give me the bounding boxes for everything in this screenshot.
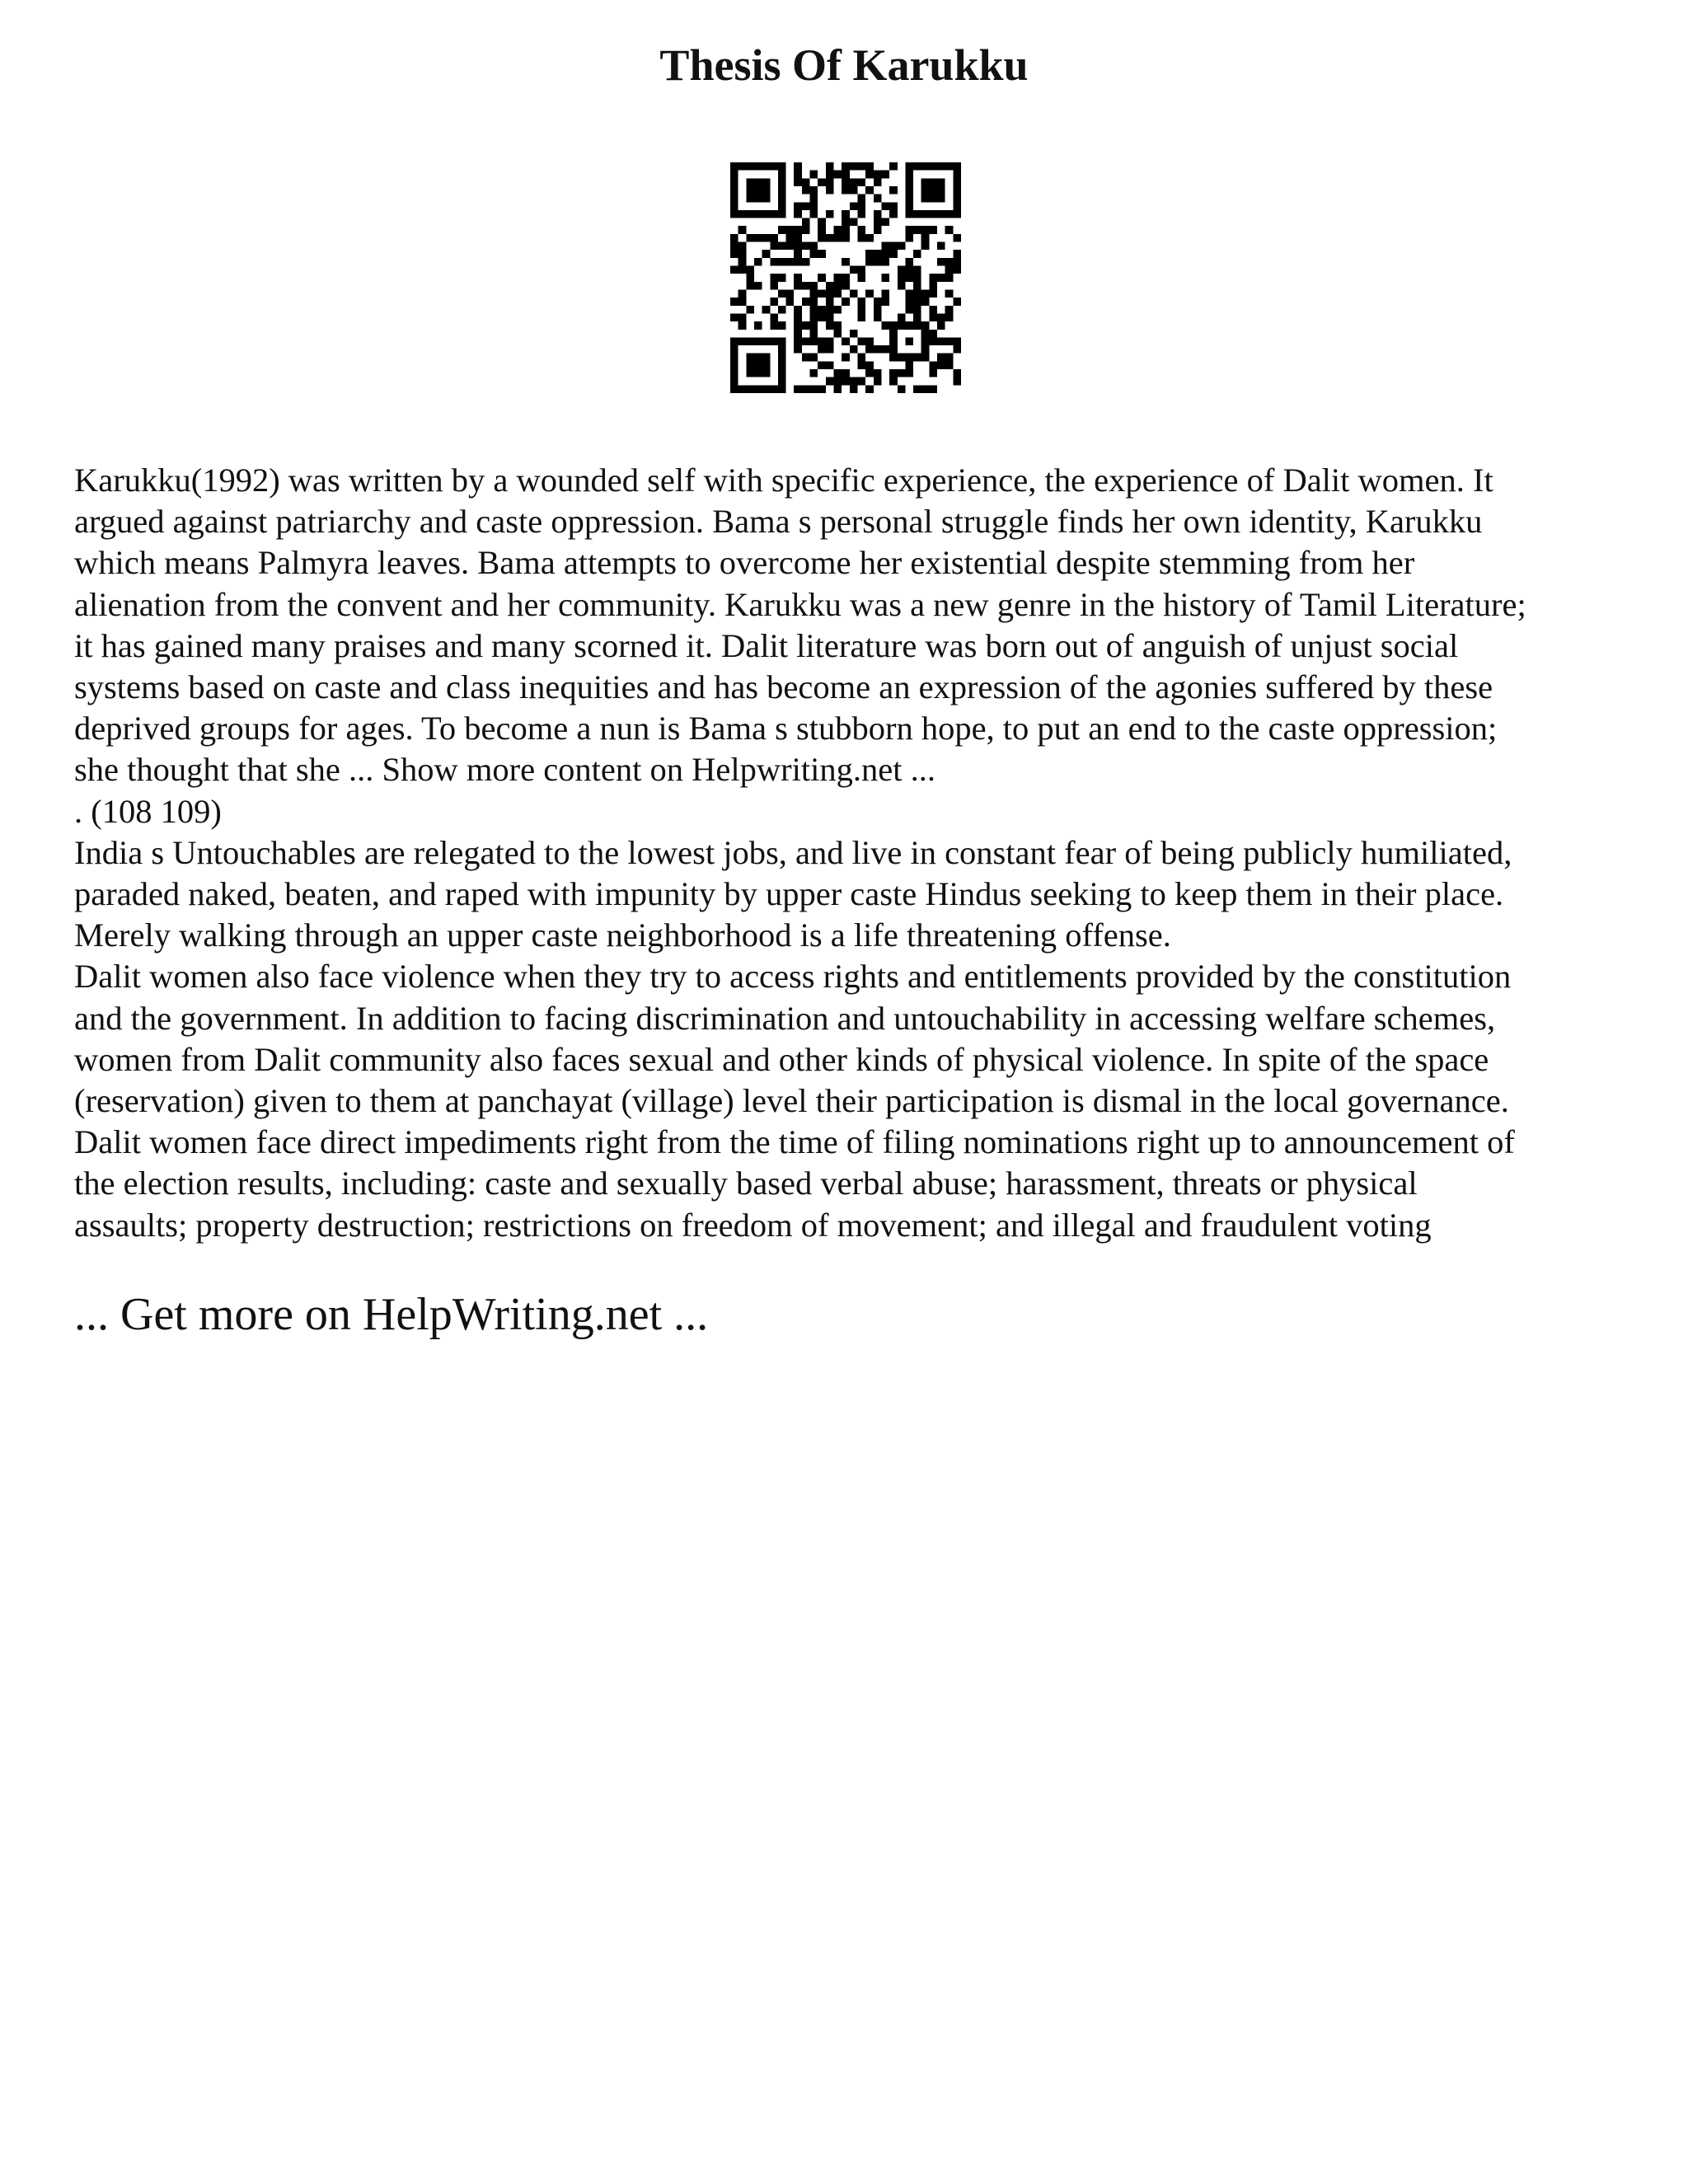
paragraph-dalit-women	[74, 956, 1640, 1245]
text-line: women from Dalit community also faces sexual and other kinds of physical violence. In spite of the space	[74, 1040, 1489, 1078]
text-line: Dalit women face direct impediments right from the time of filing nominations right up to announcement of	[74, 1123, 1515, 1161]
text-line: systems based on caste and class inequities and has become an expression of the agonies suffered by these	[74, 668, 1493, 706]
text-line: Merely walking through an upper caste neighborhood is a life threatening offense.	[74, 916, 1171, 954]
qr-code-icon	[730, 162, 961, 393]
text-line: and the government. In addition to facing discrimination and untouchability in accessing welfare schemes,	[74, 999, 1496, 1037]
text-line: India s Untouchables are relegated to the lowest jobs, and live in constant fear of being publicly humiliated,	[74, 833, 1512, 871]
text-line: argued against patriarchy and caste oppression. Bama s personal struggle finds her own identity, Karukku	[74, 503, 1483, 541]
text-line: Dalit women also face violence when they try to access rights and entitlements provided by the constitution	[74, 958, 1512, 996]
text-line: it has gained many praises and many scorned it. Dalit literature was born out of anguish of unjust social	[74, 626, 1459, 664]
text-line: which means Palmyra leaves. Bama attempts to overcome her existential despite stemming from her	[74, 544, 1415, 582]
show-more-line[interactable]: she thought that she ... Show more content on Helpwriting.net ...	[74, 751, 935, 789]
text-line: the election results, including: caste and sexually based verbal abuse; harassment, threats or physical	[74, 1165, 1418, 1202]
text-line: (reservation) given to them at panchayat (village) level their participation is dismal in the local governance.	[74, 1082, 1509, 1120]
article-body	[74, 460, 1640, 1246]
paragraph-untouchables	[74, 832, 1640, 957]
text-line: . (108 109)	[74, 792, 222, 830]
text-line: assaults; property destruction; restrictions on freedom of movement; and illegal and fraudulent voting	[74, 1206, 1432, 1244]
text-line: deprived groups for ages. To become a nun is Bama s stubborn hope, to put an end to the caste oppression;	[74, 710, 1498, 748]
paragraph-citation	[74, 791, 1640, 832]
get-more-link[interactable]: ... Get more on HelpWriting.net ...	[74, 1289, 709, 1340]
page-title: Thesis Of Karukku	[659, 40, 1029, 90]
text-line: paraded naked, beaten, and raped with impunity by upper caste Hindus seeking to keep them in their place.	[74, 875, 1504, 913]
text-line: Karukku(1992) was written by a wounded self with specific experience, the experience of Dalit women. It	[74, 462, 1493, 499]
paragraph-karukku-intro	[74, 460, 1640, 791]
text-line: alienation from the convent and her community. Karukku was a new genre in the history of Tamil Literature;	[74, 585, 1526, 623]
